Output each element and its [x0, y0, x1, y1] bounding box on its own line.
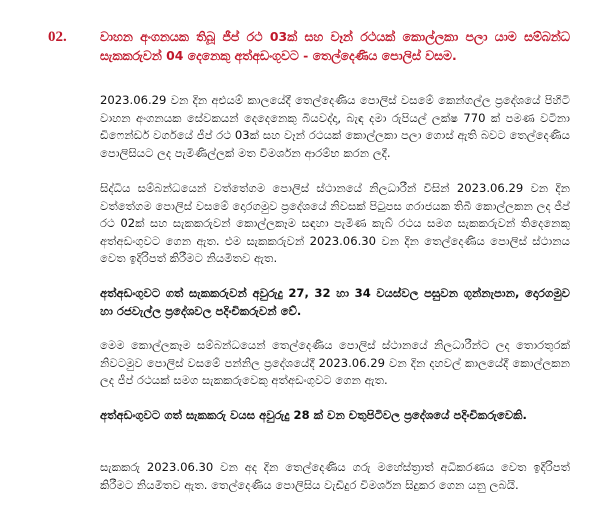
paragraph-first-arrest: සිද්ධිය සම්බන්ධයෙන් වත්තේගම පොලිස් ස්ථානයේ නිලධාරීන් විසින් 2023.06.29 වන දින වත්තේගම පොලිස් වසමේ දොරගමුව ප්‍රදේශයේ නිවසක් පිටුපස ගරාජයක තිබී කොල්ලකන ලද ජීප් රථ 02ක් සහ සැකකරුවන් කොල්ලකෑම සඳහා පැමිණ කැබ් රථය සමග සැකකරුවන් තිදෙනෙකු අත්අඩංගුවට ගෙන ඇත. එම සැකකරුවන් 2023.06.30 වන දින තෙල්දෙණිය පොලිස් ස්ථානය වෙත ඉදිරිපත් කිරීමට නියමිතව ඇත.: [100, 181, 570, 266]
paragraph-incident: 2023.06.29 වන දින අළුයම් කාලයේදී තෙල්දෙණිය පොලිස් වසමේ කෙන්ගල්ල ප්‍රදේශයේ පිහිටි වාහන අංගනයක සේවකයන් දෙදෙනෙකු බියවද්දා, බැඳ දමා රුපියල් ලක්ෂ 770 ක් පමණ වටිනා ඩිෆෙන්ඩර් වර්ගයේ ජීප් රථ 03ක් සහ වෑන් රථයක් කොල්ලකා පලා ගොස් ඇති බවට තෙල්දෙණිය පොලිසියට ලද පැමිණිල්ලක් මත විමර්ශන ආරම්භ කරන ලදී.: [100, 93, 570, 160]
item-number: 02.: [48, 29, 67, 45]
paragraph-second-arrest: මෙම කොල්ලකෑම සම්බන්ධයෙන් තෙල්දෙණිය පොලිස් ස්ථානයේ නිලධාරීන්ට ලද තොරතුරක් නිවටමුව පොලිස් වසමේ පන්නිල ප්‍රදේශයේදී 2023.06.29 වන දින දහවල් කාලයේදී කොල්ලකන ලද ජීප් රථයක් සමග සැකකරුවෙකු අත්අඩංගුවට ගෙන ඇත.: [100, 338, 570, 388]
paragraph-suspects-ages: අත්අඩංගුවට ගත් සැකකරුවන් අවුරුදු 27, 32 හා 34 වයස්වල පසුවන ගුන්නැපාන, දොරගමුව හා රජවැල්ල ප්‍රදේශවල පදිංචිකරුවන් වේ.: [100, 286, 570, 318]
item-heading: වාහන අංගනයක තිබූ ජීප් රථ 03ක් සහ වෑන් රථයක් කොල්ලකා පලා යාම සම්බන්ධ සැකකරුවන් 04 දෙනෙකු අත්අඩංගුවට - තෙල්දෙණිය පොලිස් වසම.: [100, 29, 570, 63]
paragraph-court: සැකකරු 2023.06.30 වන අද දින තෙල්දෙණිය ගරු මහේස්ත්‍රාත් අධිකරණය වෙත ඉදිරිපත් කිරීමට නියමිතව ඇත. තෙල්දෙණිය පොලිසිය වැඩිදුර විමර්ශන සිදුකර ගෙන යනු ලබයි.: [100, 460, 570, 492]
paragraph-suspect-age: අත්අඩංගුවට ගත් සැකකරු වයස අවුරුදු 28 ක් වන චතුපිටිවල ප්‍රදේශයේ පදිංචිකරුවෙකි.: [100, 408, 527, 422]
